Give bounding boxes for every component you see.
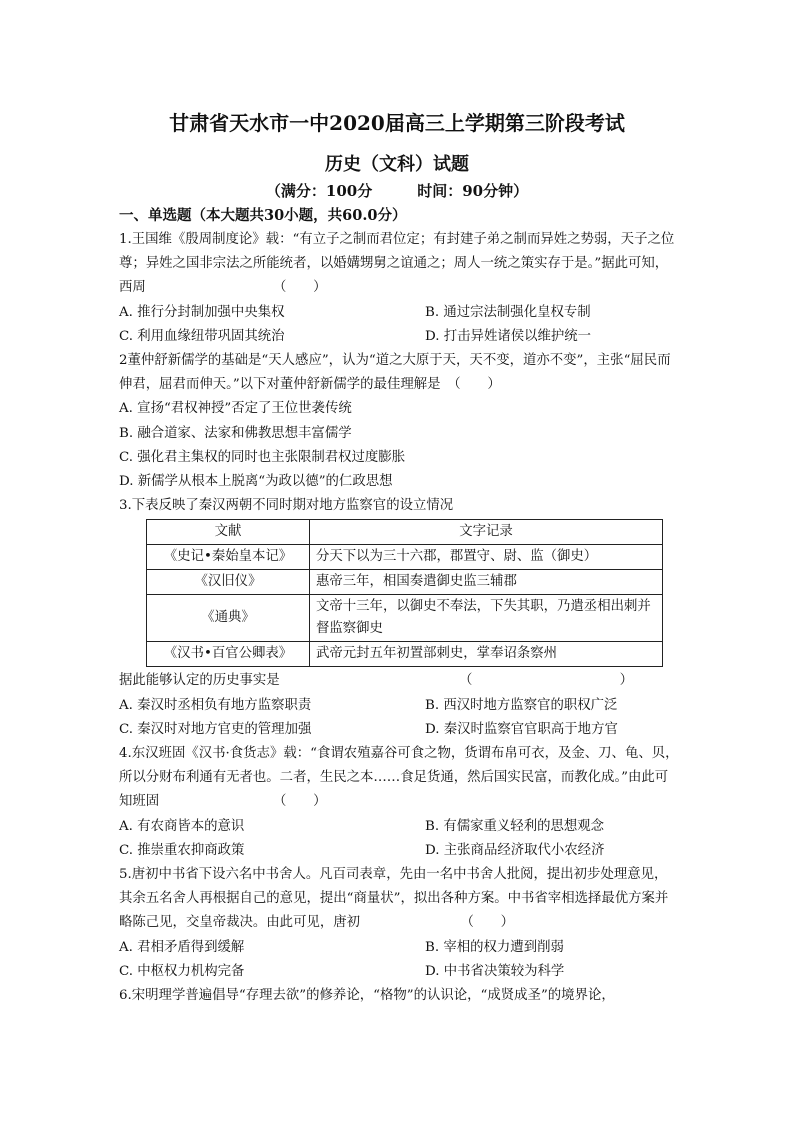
- option-d: D. 秦汉时监察官官职高于地方官: [425, 721, 618, 737]
- options: [119, 694, 679, 742]
- table-cell: 《史记•秦始皇本记》: [147, 545, 310, 570]
- table-row: [147, 642, 663, 667]
- table-cell: 文帝十三年，以御史不奉法，下失其职，乃遣丞相出刺并督监察御史: [310, 595, 663, 642]
- option-b: B. 宰相的权力遭到削弱: [425, 939, 564, 955]
- table-row: [147, 545, 663, 570]
- option-a: A. 宣扬“君权神授”否定了王位世袭传统: [119, 401, 352, 417]
- question-stem: 6.宋明理学普遍倡导“存理去欲”的修养论，“格物”的认识论，“成贤成圣”的境界论，: [119, 988, 615, 1004]
- section-heading: 一、单选题（本大题共30小题，共60.0分）: [119, 207, 407, 224]
- supervision-table: [146, 519, 663, 667]
- options: [119, 301, 679, 349]
- table-cell: 《通典》: [147, 595, 310, 642]
- option-c: C. 中枢权力机构完备: [119, 963, 245, 979]
- option-a: A. 君相矛盾得到缓解: [119, 939, 245, 955]
- table-cell: 《汉书•百官公卿表》: [147, 642, 310, 667]
- question-stem: 4.东汉班固《汉书·食货志》载：“食谓农殖嘉谷可食之物，货谓布帛可衣，及金、刀、龟、贝，所以分财布利通有无者也。二者，生民之本……食足货通，然后国实民富，而教化成。”由此可知班固 （ ）: [119, 746, 679, 810]
- option-b: B. 西汉时地方监察官的职权广泛: [425, 697, 618, 713]
- option-c: C. 秦汉时对地方官吏的管理加强: [119, 721, 312, 737]
- question-stem: 5.唐初中书省下设六名中书舍人。凡百司表章，先由一名中书舍人批阅，提出初步处理意见，其余五名舍人再根据自己的意见，提出“商量状”，拟出各种方案。中书省宰相选择最优方案并略陈己见，交皇帝裁决。由此可见，唐初 （ ）: [119, 867, 669, 931]
- option-a: A. 有农商皆本的意识: [119, 818, 245, 834]
- table-row: [147, 595, 663, 642]
- question-1: [119, 228, 679, 349]
- options: [119, 815, 679, 863]
- option-d: D. 新儒学从根本上脱离“为政以德”的仁政思想: [119, 474, 393, 490]
- table-header-row: [147, 520, 663, 545]
- option-b: B. 有儒家重义轻利的思想观念: [425, 818, 605, 834]
- option-d: D. 主张商品经济取代小农经济: [425, 842, 605, 858]
- table-cell: 惠帝三年，相国奏遣御史监三辅郡: [310, 570, 663, 595]
- options: [119, 936, 679, 984]
- question-prompt: 据此能够认定的历史事实是: [119, 673, 280, 689]
- table-header: 文字记录: [310, 520, 663, 545]
- exam-info: （满分：100分 时间：90分钟）: [265, 182, 529, 200]
- option-d: D. 中书省决策较为科学: [425, 963, 565, 979]
- option-c: C. 强化君主集权的同时也主张限制君权过度膨胀: [119, 449, 406, 465]
- question-5: [119, 863, 679, 984]
- question-4: [119, 742, 679, 863]
- table-header: 文献: [147, 520, 310, 545]
- question-stem: 3.下表反映了秦汉两朝不同时期对地方监察官的设立情况: [119, 498, 454, 514]
- question-2: [119, 349, 679, 494]
- question-stem: 1.王国维《殷周制度论》载：“有立子之制而君位定；有封建子弟之制而异姓之势弱，天子之位尊；异姓之国非宗法之所能统者，以婚媾甥舅之谊通之；周人一统之策实存于是。”据此可知，西周 （ ）: [119, 232, 675, 296]
- table-cell: 武帝元封五年初置部刺史，掌奉诏条察州: [310, 642, 663, 667]
- question-6: [119, 984, 679, 1008]
- questions: [119, 228, 679, 1008]
- option-b: B. 通过宗法制强化皇权专制: [425, 304, 591, 320]
- table-row: [147, 570, 663, 595]
- table-cell: 分天下以为三十六郡，郡置守、尉、监（御史）: [310, 545, 663, 570]
- question-3: [119, 494, 679, 742]
- exam-subtitle: 历史（文科）试题: [325, 154, 469, 175]
- answer-blank: （ ）: [459, 673, 634, 689]
- option-c: C. 推崇重农抑商政策: [119, 842, 245, 858]
- question-tail: [119, 669, 679, 693]
- exam-title: 甘肃省天水市一中2020届高三上学期第三阶段考试: [169, 111, 625, 135]
- option-a: A. 推行分封制加强中央集权: [119, 304, 285, 320]
- question-stem: 2董仲舒新儒学的基础是“天人感应”，认为“道之大原于天，天不变，道亦不变”，主张“屈民而伸君，屈君而伸天。”以下对董仲舒新儒学的最佳理解是 （ ）: [119, 353, 671, 393]
- option-c: C. 利用血缘纽带巩固其统治: [119, 328, 285, 344]
- option-b: B. 融合道家、法家和佛教思想丰富儒学: [119, 425, 352, 441]
- table-cell: 《汉旧仪》: [147, 570, 310, 595]
- option-a: A. 秦汉时丞相负有地方监察职责: [119, 697, 312, 713]
- option-d: D. 打击异姓诸侯以维护统一: [425, 328, 592, 344]
